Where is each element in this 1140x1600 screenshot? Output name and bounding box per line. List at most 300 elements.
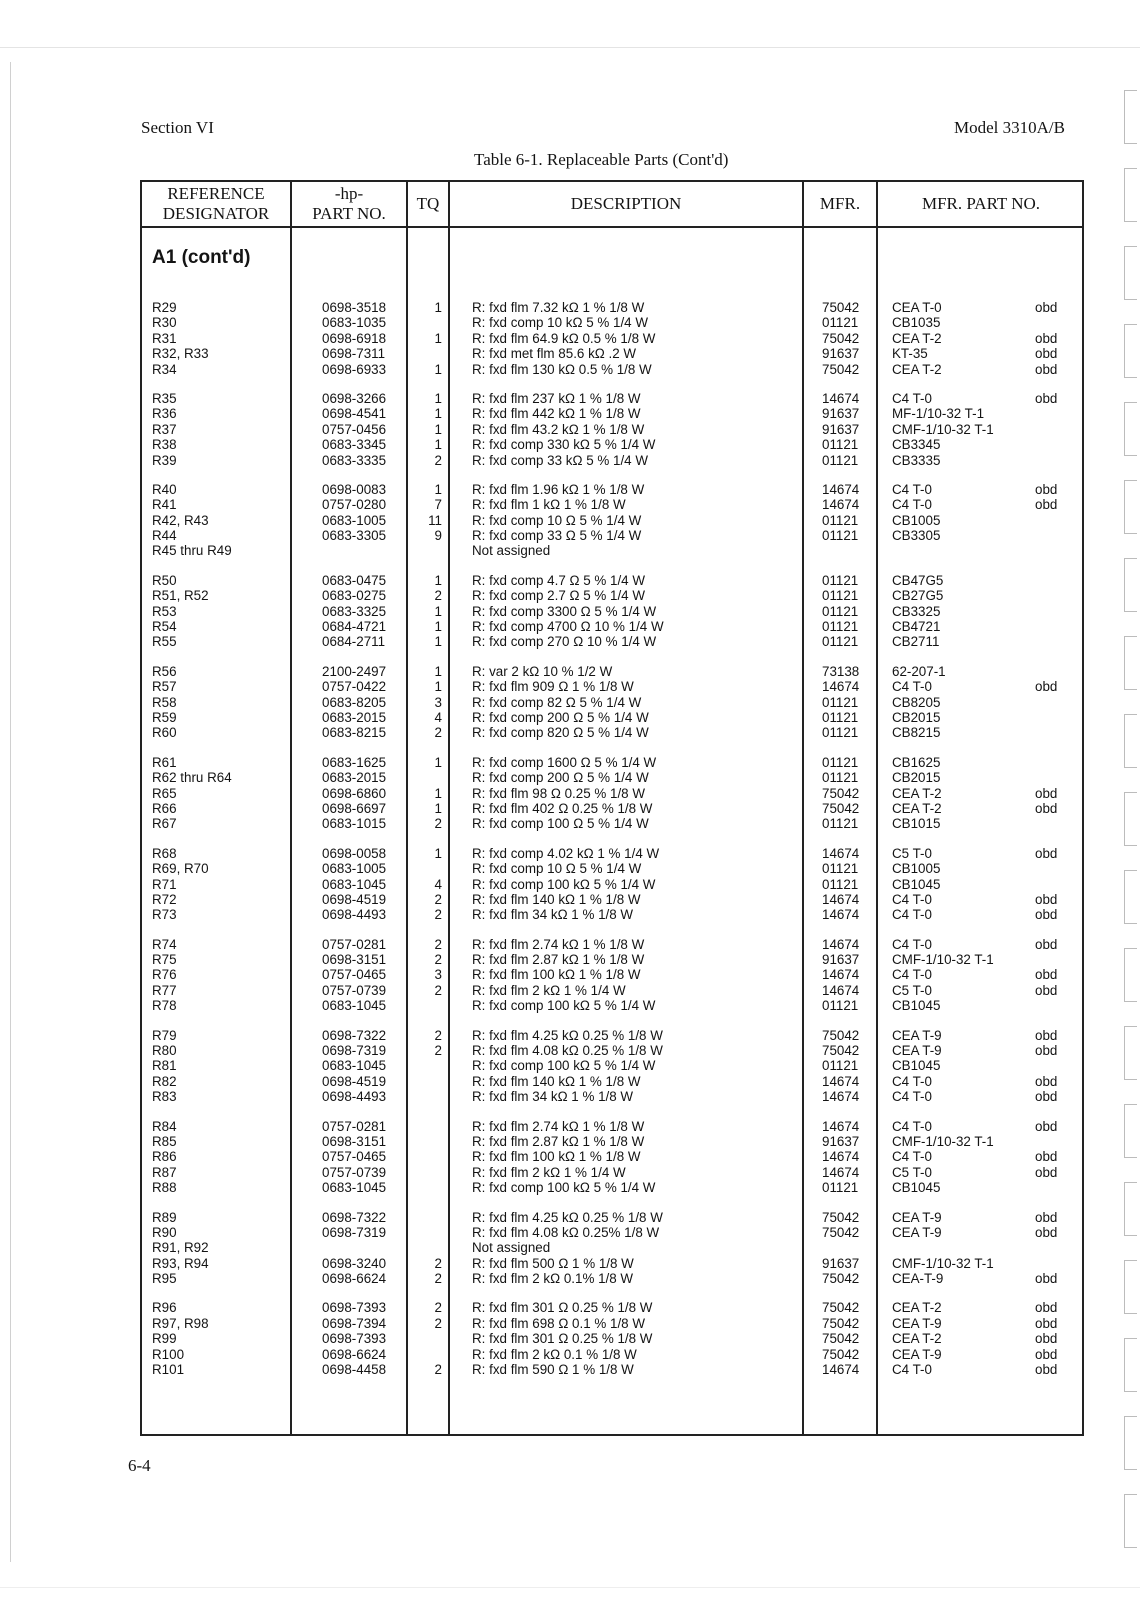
- table-row: [142, 1225, 1082, 1240]
- hp-part-number: 0698-3151: [322, 952, 387, 968]
- description: R: fxd comp 33 Ω 5 % 1/4 W: [472, 528, 642, 544]
- obd-note: obd: [1035, 1362, 1058, 1378]
- manufacturer-code: 75042: [822, 1331, 860, 1347]
- reference-designator: R32, R33: [152, 346, 209, 362]
- reference-designator: R99: [152, 1331, 177, 1347]
- total-quantity: 2: [434, 1315, 442, 1331]
- manufacturer-part-number: C5 T-0: [892, 845, 932, 861]
- obd-note: obd: [1035, 1089, 1058, 1105]
- reference-designator: R61: [152, 754, 177, 770]
- reference-designator: R51, R52: [152, 588, 209, 604]
- table-row: [142, 770, 1082, 785]
- reference-designator: R30: [152, 315, 177, 331]
- manufacturer-code: 01121: [822, 528, 859, 544]
- total-quantity: 3: [434, 967, 442, 983]
- manufacturer-code: 01121: [822, 876, 859, 892]
- manufacturer-part-number: CB2711: [892, 634, 940, 650]
- manufacturer-part-number: CB2015: [892, 709, 941, 725]
- total-quantity: 1: [434, 481, 442, 497]
- manufacturer-part-number: CB47G5: [892, 572, 944, 588]
- manufacturer-code: 75042: [822, 1271, 860, 1287]
- manufacturer-code: 75042: [822, 1209, 860, 1225]
- manufacturer-code: 14674: [822, 845, 860, 861]
- obd-note: obd: [1035, 785, 1058, 801]
- reference-designator: R71: [152, 876, 177, 892]
- reference-designator: R97, R98: [152, 1315, 209, 1331]
- table-row: [142, 877, 1082, 892]
- description: R: fxd flm 2 kΩ 0.1% 1/8 W: [472, 1271, 634, 1287]
- manufacturer-part-number: C4 T-0: [892, 1149, 932, 1165]
- reference-designator: R90: [152, 1224, 177, 1240]
- manufacturer-code: 01121: [822, 452, 859, 468]
- table-row: [142, 588, 1082, 603]
- group-spacer: [142, 1014, 1082, 1028]
- description: R: fxd comp 10 Ω 5 % 1/4 W: [472, 861, 642, 877]
- hp-part-number: 0757-0456: [322, 421, 387, 437]
- description: R: fxd flm 442 kΩ 1 % 1/8 W: [472, 406, 641, 422]
- reference-designator: R75: [152, 952, 177, 968]
- description: Not assigned: [472, 543, 551, 559]
- binder-tab: [1124, 324, 1137, 378]
- manufacturer-part-number: CB3345: [892, 437, 941, 453]
- hp-part-number: 0698-6933: [322, 361, 387, 377]
- hp-part-number: 0683-1015: [322, 816, 387, 832]
- manufacturer-code: 14674: [822, 1164, 860, 1180]
- table-row: [142, 1058, 1082, 1073]
- description: R: fxd comp 10 kΩ 5 % 1/4 W: [472, 315, 648, 331]
- group-spacer: [142, 377, 1082, 391]
- reference-designator: R79: [152, 1027, 177, 1043]
- total-quantity: 1: [434, 361, 442, 377]
- description: R: fxd comp 200 Ω 5 % 1/4 W: [472, 709, 649, 725]
- manufacturer-code: 75042: [822, 800, 860, 816]
- manufacturer-part-number: CEA T-2: [892, 1331, 942, 1347]
- description: R: fxd comp 820 Ω 5 % 1/4 W: [472, 725, 649, 741]
- manufacturer-part-number: CB4721: [892, 619, 941, 635]
- total-quantity: 2: [434, 1027, 442, 1043]
- obd-note: obd: [1035, 330, 1058, 346]
- total-quantity: 2: [434, 907, 442, 923]
- manufacturer-code: 01121: [822, 816, 859, 832]
- reference-designator: R67: [152, 816, 177, 832]
- manufacturer-part-number: CEA T-9: [892, 1315, 942, 1331]
- reference-designator: R80: [152, 1043, 177, 1059]
- manufacturer-part-number: KT-35: [892, 346, 928, 362]
- description: R: fxd comp 100 Ω 5 % 1/4 W: [472, 816, 649, 832]
- manufacturer-part-number: CEA T-9: [892, 1043, 942, 1059]
- table-row: [142, 604, 1082, 619]
- obd-note: obd: [1035, 361, 1058, 377]
- manufacturer-part-number: C4 T-0: [892, 1073, 932, 1089]
- description: R: fxd comp 330 kΩ 5 % 1/4 W: [472, 437, 656, 453]
- manufacturer-part-number: CB3305: [892, 528, 941, 544]
- total-quantity: 2: [434, 936, 442, 952]
- manufacturer-part-number: MF-1/10-32 T-1: [892, 406, 985, 422]
- hp-part-number: 0698-6624: [322, 1271, 387, 1287]
- hp-part-number: 0683-2015: [322, 709, 387, 725]
- hp-part-number: 0757-0465: [322, 1149, 387, 1165]
- description: R: var 2 kΩ 10 % 1/2 W: [472, 663, 613, 679]
- obd-note: obd: [1035, 497, 1058, 513]
- obd-note: obd: [1035, 481, 1058, 497]
- total-quantity: 2: [434, 1043, 442, 1059]
- manufacturer-part-number: CB1015: [892, 816, 941, 832]
- manufacturer-code: 01121: [822, 1058, 859, 1074]
- hp-part-number: 0683-1045: [322, 1180, 387, 1196]
- manufacturer-code: 14674: [822, 1073, 860, 1089]
- manufacturer-part-number: CB1045: [892, 998, 941, 1014]
- obd-note: obd: [1035, 300, 1058, 315]
- table-row: [142, 1134, 1082, 1149]
- manufacturer-part-number: C4 T-0: [892, 497, 932, 513]
- reference-designator: R54: [152, 619, 177, 635]
- description: R: fxd flm 301 Ω 0.25 % 1/8 W: [472, 1300, 653, 1316]
- reference-designator: R87: [152, 1164, 177, 1180]
- hp-part-number: 0698-3518: [322, 300, 387, 315]
- hp-part-number: 0683-8215: [322, 725, 387, 741]
- binder-tab: [1124, 792, 1137, 846]
- description: R: fxd flm 2.74 kΩ 1 % 1/8 W: [472, 936, 645, 952]
- description: R: fxd flm 2 kΩ 1 % 1/4 W: [472, 1164, 626, 1180]
- obd-note: obd: [1035, 1118, 1058, 1134]
- description: R: fxd comp 100 kΩ 5 % 1/4 W: [472, 1180, 656, 1196]
- manufacturer-code: 14674: [822, 679, 860, 695]
- obd-note: obd: [1035, 679, 1058, 695]
- description: R: fxd comp 4.7 Ω 5 % 1/4 W: [472, 572, 645, 588]
- manufacturer-code: 75042: [822, 330, 860, 346]
- reference-designator: R31: [152, 330, 177, 346]
- description: R: fxd comp 10 Ω 5 % 1/4 W: [472, 512, 642, 528]
- manufacturer-code: 01121: [822, 437, 859, 453]
- hp-part-number: 0698-3240: [322, 1255, 387, 1271]
- hp-part-number: 0683-1625: [322, 754, 387, 770]
- table-row: [142, 1256, 1082, 1271]
- manufacturer-code: 01121: [822, 998, 859, 1014]
- reference-designator: R74: [152, 936, 177, 952]
- manufacturer-part-number: CB3335: [892, 452, 941, 468]
- reference-designator: R83: [152, 1089, 177, 1105]
- binder-tab: [1124, 402, 1137, 456]
- total-quantity: 7: [434, 497, 442, 513]
- reference-designator: R96: [152, 1300, 177, 1316]
- table-row: [142, 543, 1082, 558]
- hp-part-number: 0683-0475: [322, 572, 387, 588]
- obd-note: obd: [1035, 800, 1058, 816]
- hp-part-number: 0698-7322: [322, 1027, 387, 1043]
- reference-designator: R42, R43: [152, 512, 209, 528]
- manufacturer-code: 01121: [822, 603, 859, 619]
- manufacturer-code: 14674: [822, 497, 860, 513]
- manufacturer-code: 14674: [822, 481, 860, 497]
- binder-tab: [1124, 1494, 1137, 1548]
- reference-designator: R35: [152, 390, 177, 406]
- obd-note: obd: [1035, 1043, 1058, 1059]
- manufacturer-part-number: CEA T-2: [892, 330, 942, 346]
- table-row: [142, 1119, 1082, 1134]
- reference-designator: R59: [152, 709, 177, 725]
- col-header-mfr: MFR.: [819, 194, 861, 213]
- reference-designator: R89: [152, 1209, 177, 1225]
- manufacturer-code: 01121: [822, 634, 859, 650]
- manufacturer-code: 75042: [822, 1027, 860, 1043]
- manufacturer-part-number: CEA T-2: [892, 785, 942, 801]
- description: R: fxd comp 200 Ω 5 % 1/4 W: [472, 770, 649, 786]
- obd-note: obd: [1035, 845, 1058, 861]
- group-spacer: [142, 832, 1082, 846]
- binder-tab: [1124, 558, 1137, 612]
- manufacturer-part-number: CEA T-2: [892, 800, 942, 816]
- description: R: fxd flm 1 kΩ 1 % 1/8 W: [472, 497, 626, 513]
- total-quantity: 1: [434, 634, 442, 650]
- table-row: [142, 315, 1082, 330]
- total-quantity: 4: [434, 876, 442, 892]
- binder-tab: [1124, 168, 1137, 222]
- table-row: [142, 346, 1082, 361]
- table-row: [142, 1089, 1082, 1104]
- page-edge: [10, 62, 11, 1562]
- col-header-pn-line2: PART NO.: [312, 204, 386, 223]
- manufacturer-part-number: C5 T-0: [892, 1164, 932, 1180]
- manufacturer-code: 91637: [822, 421, 860, 437]
- manufacturer-part-number: C4 T-0: [892, 390, 932, 406]
- table-row: [142, 1210, 1082, 1225]
- obd-note: obd: [1035, 1209, 1058, 1225]
- hp-part-number: 0683-0275: [322, 588, 387, 604]
- description: R: fxd flm 64.9 kΩ 0.5 % 1/8 W: [472, 330, 656, 346]
- reference-designator: R76: [152, 967, 177, 983]
- reference-designator: R37: [152, 421, 177, 437]
- reference-designator: R44: [152, 528, 177, 544]
- manufacturer-code: 14674: [822, 1362, 860, 1378]
- hp-part-number: 0698-4458: [322, 1362, 387, 1378]
- hp-part-number: 0698-3266: [322, 390, 387, 406]
- reference-designator: R77: [152, 982, 177, 998]
- manufacturer-code: 75042: [822, 1224, 860, 1240]
- model-label: Model 3310A/B: [954, 118, 1065, 137]
- manufacturer-code: 91637: [822, 1255, 860, 1271]
- manufacturer-code: 01121: [822, 725, 859, 741]
- manufacturer-part-number: CB1035: [892, 315, 941, 331]
- table-row: [142, 1347, 1082, 1362]
- table-row: [142, 952, 1082, 967]
- table-row: [142, 1240, 1082, 1255]
- manufacturer-part-number: CB3325: [892, 603, 941, 619]
- hp-part-number: 2100-2497: [322, 663, 387, 679]
- manufacturer-part-number: C4 T-0: [892, 1362, 932, 1378]
- description: R: fxd flm 2 kΩ 1 % 1/4 W: [472, 982, 626, 998]
- total-quantity: 2: [434, 725, 442, 741]
- obd-note: obd: [1035, 907, 1058, 923]
- total-quantity: 2: [434, 1362, 442, 1378]
- hp-part-number: 0684-4721: [322, 619, 387, 635]
- obd-note: obd: [1035, 1164, 1058, 1180]
- manufacturer-part-number: C5 T-0: [892, 982, 932, 998]
- table-row: [142, 1362, 1082, 1377]
- manufacturer-code: 01121: [822, 512, 859, 528]
- total-quantity: 1: [434, 406, 442, 422]
- reference-designator: R50: [152, 572, 177, 588]
- replaceable-parts-table: [140, 180, 1084, 1436]
- hp-part-number: 0698-6624: [322, 1346, 387, 1362]
- total-quantity: 2: [434, 816, 442, 832]
- reference-designator: R65: [152, 785, 177, 801]
- manufacturer-part-number: CMF-1/10-32 T-1: [892, 1255, 994, 1271]
- description: R: fxd comp 100 kΩ 5 % 1/4 W: [472, 1058, 656, 1074]
- manufacturer-part-number: CB1045: [892, 1180, 941, 1196]
- description: R: fxd comp 4.02 kΩ 1 % 1/4 W: [472, 845, 660, 861]
- description: R: fxd flm 402 Ω 0.25 % 1/8 W: [472, 800, 653, 816]
- parts-rows: [142, 300, 1082, 1377]
- description: R: fxd flm 2 kΩ 0.1 % 1/8 W: [472, 1346, 637, 1362]
- manufacturer-code: 01121: [822, 754, 859, 770]
- section-label: Section VI: [141, 118, 214, 137]
- hp-part-number: 0683-1045: [322, 876, 387, 892]
- reference-designator: R38: [152, 437, 177, 453]
- hp-part-number: 0698-0083: [322, 481, 387, 497]
- hp-part-number: 0698-6860: [322, 785, 387, 801]
- table-row: [142, 1316, 1082, 1331]
- col-header-tq: TQ: [416, 194, 440, 213]
- description: R: fxd flm 7.32 kΩ 1 % 1/8 W: [472, 300, 645, 315]
- total-quantity: 2: [434, 1271, 442, 1287]
- description: R: fxd flm 4.08 kΩ 0.25% 1/8 W: [472, 1224, 660, 1240]
- description: R: fxd flm 1.96 kΩ 1 % 1/8 W: [472, 481, 645, 497]
- manufacturer-part-number: CEA-T-9: [892, 1271, 944, 1287]
- hp-part-number: 0684-2711: [322, 634, 386, 650]
- description: R: fxd met flm 85.6 kΩ .2 W: [472, 346, 637, 362]
- description: R: fxd comp 100 kΩ 5 % 1/4 W: [472, 998, 656, 1014]
- total-quantity: 1: [434, 785, 442, 801]
- hp-part-number: 0757-0739: [322, 1164, 387, 1180]
- hp-part-number: 0757-0465: [322, 967, 387, 983]
- total-quantity: 4: [434, 709, 442, 725]
- description: R: fxd flm 98 Ω 0.25 % 1/8 W: [472, 785, 645, 801]
- reference-designator: R86: [152, 1149, 177, 1165]
- description: R: fxd flm 237 kΩ 1 % 1/8 W: [472, 390, 641, 406]
- hp-part-number: 0683-1045: [322, 998, 387, 1014]
- reference-designator: R55: [152, 634, 177, 650]
- manufacturer-code: 75042: [822, 300, 860, 315]
- description: R: fxd comp 3300 Ω 5 % 1/4 W: [472, 603, 657, 619]
- hp-part-number: 0698-6918: [322, 330, 387, 346]
- description: R: fxd comp 270 Ω 10 % 1/4 W: [472, 634, 657, 650]
- table-row: [142, 1165, 1082, 1180]
- hp-part-number: 0698-4493: [322, 1089, 387, 1105]
- description: R: fxd flm 100 kΩ 1 % 1/8 W: [472, 1149, 641, 1165]
- reference-designator: R84: [152, 1118, 177, 1134]
- table-row: [142, 573, 1082, 588]
- manufacturer-code: 01121: [822, 1180, 859, 1196]
- manufacturer-part-number: C4 T-0: [892, 1089, 932, 1105]
- manufacturer-code: 14674: [822, 1118, 860, 1134]
- reference-designator: R41: [152, 497, 177, 513]
- col-header-description: DESCRIPTION: [570, 194, 682, 213]
- reference-designator: R40: [152, 481, 177, 497]
- manufacturer-code: 01121: [822, 588, 859, 604]
- obd-note: obd: [1035, 1346, 1058, 1362]
- table-row: [142, 907, 1082, 922]
- reference-designator: R45 thru R49: [152, 543, 232, 559]
- obd-note: obd: [1035, 1315, 1058, 1331]
- hp-part-number: 0698-7394: [322, 1315, 387, 1331]
- reference-designator: R100: [152, 1346, 185, 1362]
- description: R: fxd comp 82 Ω 5 % 1/4 W: [472, 694, 642, 710]
- total-quantity: 1: [434, 800, 442, 816]
- hp-part-number: 0683-1045: [322, 1058, 387, 1074]
- manufacturer-part-number: C4 T-0: [892, 679, 932, 695]
- hp-part-number: 0683-8205: [322, 694, 387, 710]
- obd-note: obd: [1035, 1027, 1058, 1043]
- description: R: fxd flm 100 kΩ 1 % 1/8 W: [472, 967, 641, 983]
- col-header-pn-line1: -hp-: [334, 184, 364, 203]
- table-row: [142, 1028, 1082, 1043]
- manufacturer-code: 14674: [822, 1089, 860, 1105]
- manufacturer-part-number: CB8205: [892, 694, 941, 710]
- reference-designator: R85: [152, 1133, 177, 1149]
- hp-part-number: 0683-1005: [322, 512, 387, 528]
- manufacturer-part-number: CEA T-2: [892, 1300, 942, 1316]
- total-quantity: 1: [434, 754, 442, 770]
- manufacturer-code: 91637: [822, 952, 860, 968]
- manufacturer-code: 91637: [822, 1133, 860, 1149]
- total-quantity: 1: [434, 572, 442, 588]
- table-row: [142, 528, 1082, 543]
- hp-part-number: 0698-6697: [322, 800, 387, 816]
- reference-designator: R60: [152, 725, 177, 741]
- binder-tab: [1124, 480, 1137, 534]
- table-row: [142, 619, 1082, 634]
- col-header-ref-line1: REFERENCE: [167, 184, 265, 203]
- description: R: fxd flm 4.08 kΩ 0.25 % 1/8 W: [472, 1043, 663, 1059]
- manufacturer-code: 01121: [822, 619, 859, 635]
- group-spacer: [142, 650, 1082, 664]
- hp-part-number: 0698-7393: [322, 1331, 387, 1347]
- manufacturer-code: 75042: [822, 1043, 860, 1059]
- total-quantity: 1: [434, 421, 442, 437]
- col-header-ref-line2: DESIGNATOR: [162, 204, 270, 223]
- manufacturer-part-number: CB1005: [892, 512, 941, 528]
- hp-part-number: 0757-0281: [322, 1118, 387, 1134]
- description: R: fxd flm 130 kΩ 0.5 % 1/8 W: [472, 361, 652, 377]
- reference-designator: R34: [152, 361, 177, 377]
- manufacturer-part-number: C4 T-0: [892, 1118, 932, 1134]
- table-row: [142, 664, 1082, 679]
- hp-part-number: 0698-7319: [322, 1224, 387, 1240]
- table-row: [142, 846, 1082, 861]
- hp-part-number: 0698-4541: [322, 406, 387, 422]
- hp-part-number: 0698-4519: [322, 891, 387, 907]
- description: R: fxd flm 2.87 kΩ 1 % 1/8 W: [472, 1133, 645, 1149]
- manufacturer-part-number: C4 T-0: [892, 891, 932, 907]
- table-row: [142, 1074, 1082, 1089]
- manufacturer-code: 14674: [822, 390, 860, 406]
- reference-designator: R91, R92: [152, 1240, 209, 1256]
- table-row: [142, 998, 1082, 1013]
- manufacturer-code: 01121: [822, 694, 859, 710]
- hp-part-number: 0698-7319: [322, 1043, 387, 1059]
- reference-designator: R53: [152, 603, 177, 619]
- manufacturer-part-number: CB2015: [892, 770, 941, 786]
- binder-tab: [1124, 1182, 1137, 1236]
- table-row: [142, 786, 1082, 801]
- reference-designator: R73: [152, 907, 177, 923]
- binder-tab: [1124, 1026, 1137, 1080]
- total-quantity: 2: [434, 1255, 442, 1271]
- manufacturer-code: 14674: [822, 936, 860, 952]
- total-quantity: 11: [428, 512, 442, 528]
- hp-part-number: 0683-3345: [322, 437, 387, 453]
- obd-note: obd: [1035, 346, 1058, 362]
